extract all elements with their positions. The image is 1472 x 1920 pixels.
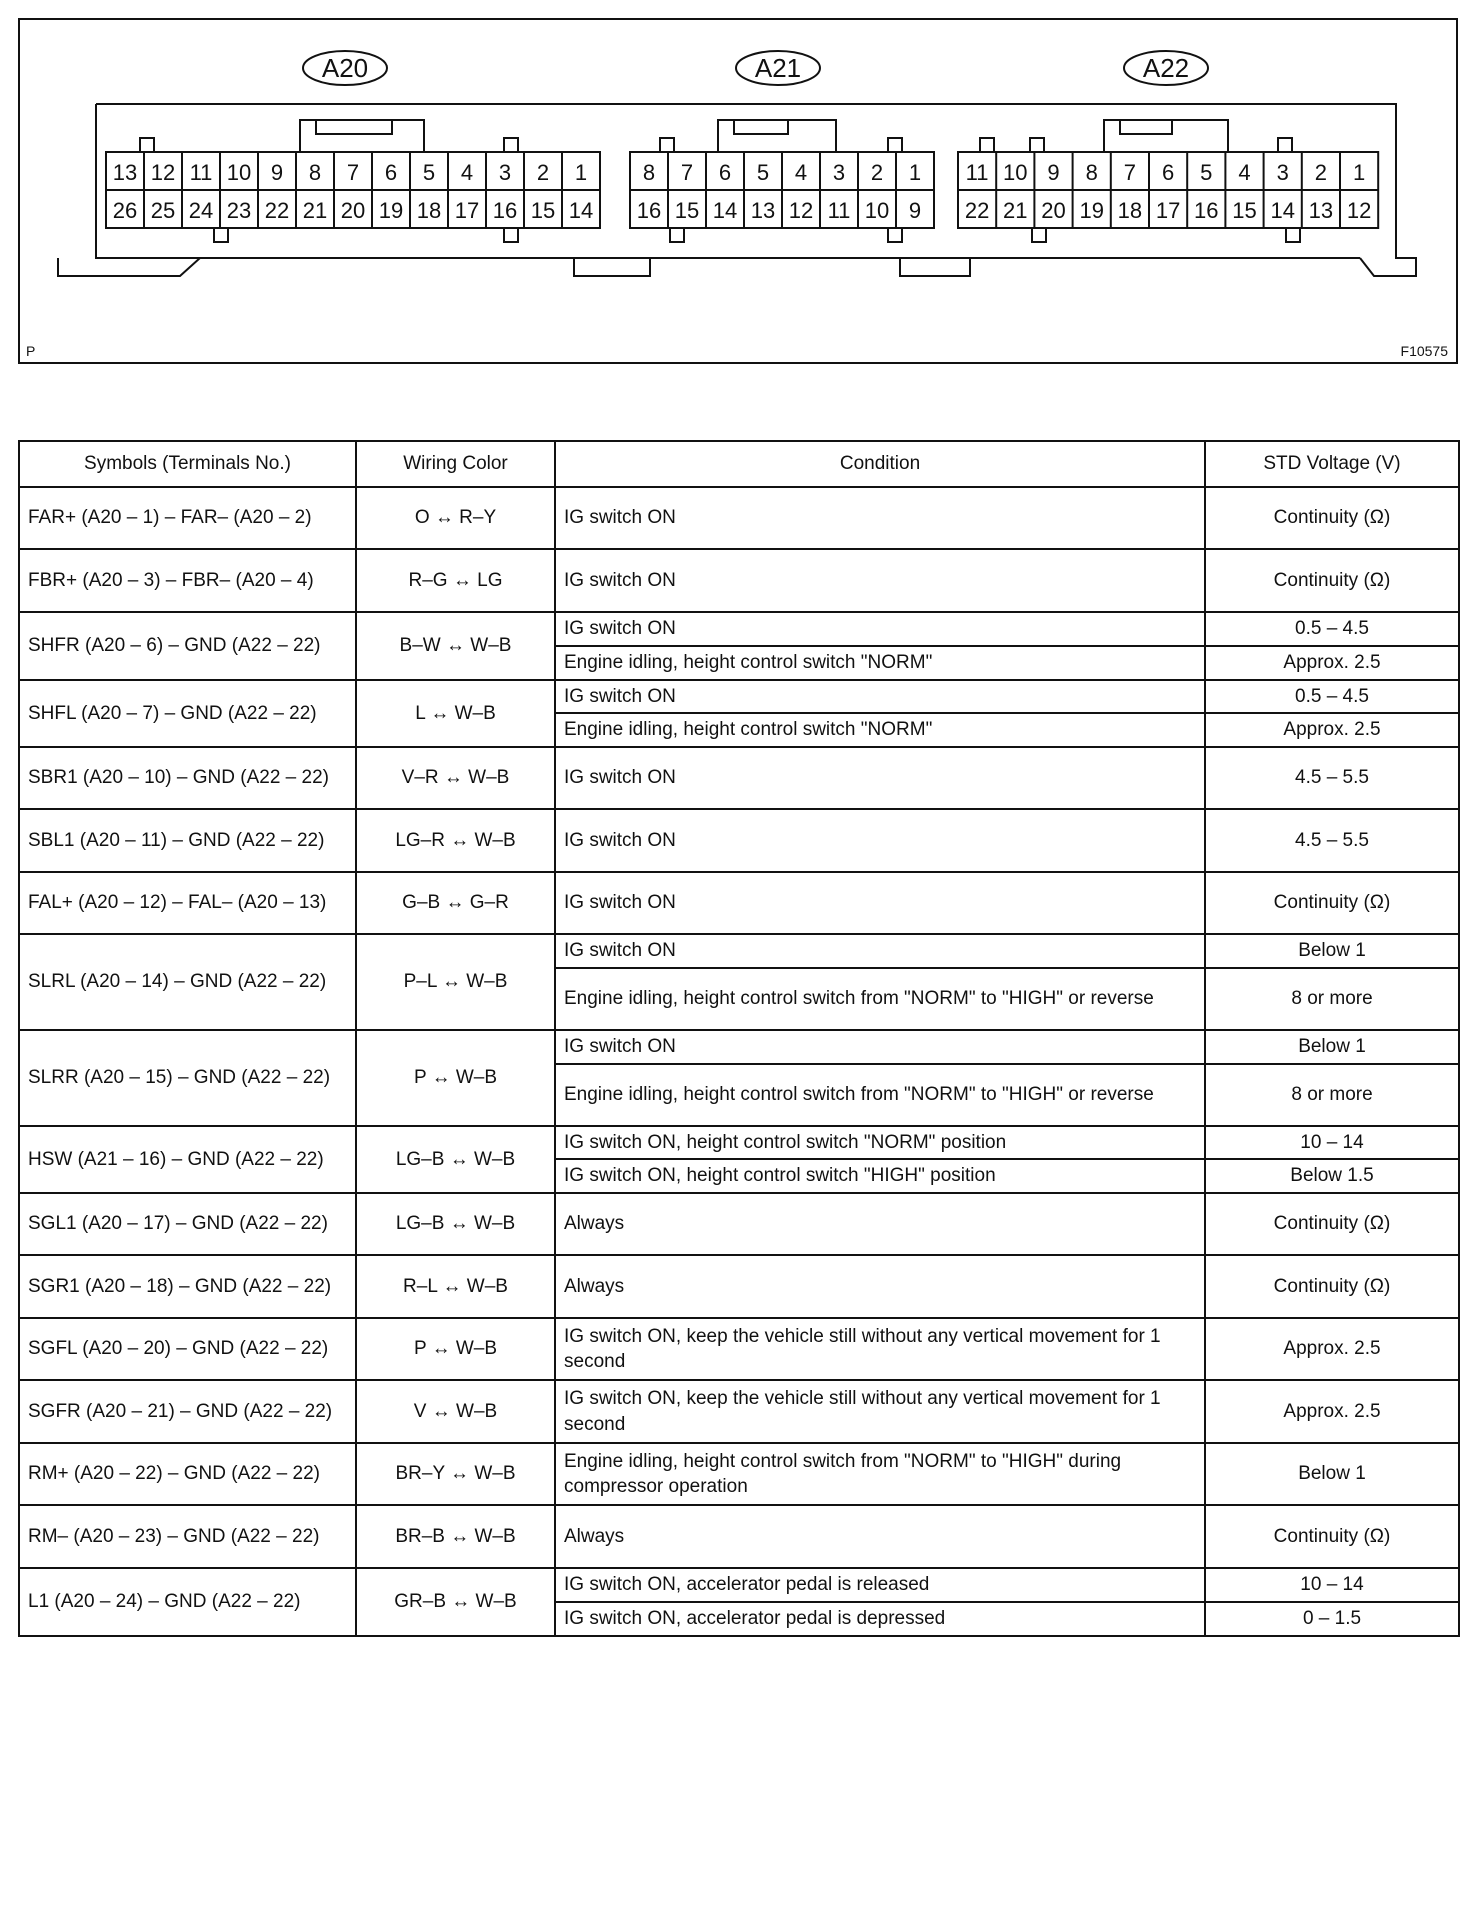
connector-latch [300, 120, 424, 152]
pin-number: 1 [1352, 160, 1366, 185]
pin-number: 19 [378, 198, 404, 223]
connector-key [504, 138, 518, 152]
wiring-color-cell: LG–R ↔ W–B [356, 809, 555, 872]
figure-id: F10575 [1400, 343, 1448, 359]
connector-key [1278, 138, 1292, 152]
pin-number: 3 [832, 160, 846, 185]
pin-number: 4 [1238, 160, 1251, 185]
std-voltage-cell: Approx. 2.5 [1205, 1380, 1459, 1443]
condition-cell: IG switch ON [555, 487, 1205, 549]
pin-number: 6 [384, 160, 398, 185]
symbol-cell: FBR+ (A20 – 3) – FBR– (A20 – 4) [19, 549, 356, 612]
symbol-cell: SHFR (A20 – 6) – GND (A22 – 22) [19, 612, 356, 680]
symbol-cell: SHFL (A20 – 7) – GND (A22 – 22) [19, 680, 356, 748]
connector-key [980, 138, 994, 152]
connector-label: A22 [1142, 53, 1190, 83]
pin-number: 1 [908, 160, 922, 185]
condition-cell: IG switch ON, height control switch "NORM" position [555, 1126, 1205, 1160]
symbol-cell: FAL+ (A20 – 12) – FAL– (A20 – 13) [19, 872, 356, 934]
condition-cell: Engine idling, height control switch from "NORM" to "HIGH" or reverse [555, 1064, 1205, 1126]
std-voltage-cell: 10 – 14 [1205, 1126, 1459, 1160]
connector-key [660, 138, 674, 152]
pin-number: 14 [712, 198, 738, 223]
wiring-color-cell: BR–Y ↔ W–B [356, 1443, 555, 1505]
std-voltage-cell: 4.5 – 5.5 [1205, 809, 1459, 872]
connector-latch [718, 120, 836, 152]
pin-number: 4 [460, 160, 474, 185]
table-row [19, 1126, 1459, 1160]
std-voltage-cell: Continuity (Ω) [1205, 487, 1459, 549]
symbol-cell: SGL1 (A20 – 17) – GND (A22 – 22) [19, 1193, 356, 1255]
connector-key [1030, 138, 1044, 152]
table-row [19, 487, 1459, 549]
pin-number: 4 [794, 160, 808, 185]
pin-number: 5 [756, 160, 770, 185]
lock-tab [574, 258, 650, 276]
connector-key [670, 228, 684, 242]
condition-cell: Always [555, 1505, 1205, 1568]
pin-number: 6 [1161, 160, 1175, 185]
condition-cell: IG switch ON [555, 549, 1205, 612]
condition-cell: IG switch ON [555, 680, 1205, 714]
symbol-cell: RM– (A20 – 23) – GND (A22 – 22) [19, 1505, 356, 1568]
std-voltage-cell: 8 or more [1205, 968, 1459, 1030]
pin-number: 14 [568, 198, 594, 223]
table-row [19, 1380, 1459, 1443]
pin-number: 21 [302, 198, 328, 223]
symbol-cell: RM+ (A20 – 22) – GND (A22 – 22) [19, 1443, 356, 1505]
symbol-cell: SLRL (A20 – 14) – GND (A22 – 22) [19, 934, 356, 1030]
pin-number: 9 [270, 160, 284, 185]
pin-number: 12 [1346, 198, 1372, 223]
condition-cell: IG switch ON, keep the vehicle still without any vertical movement for 1 second [555, 1318, 1205, 1380]
std-voltage-cell: 4.5 – 5.5 [1205, 747, 1459, 809]
wiring-color-cell: P ↔ W–B [356, 1030, 555, 1126]
pin-number: 9 [908, 198, 922, 223]
pin-number: 3 [1276, 160, 1289, 185]
connector-key [140, 138, 154, 152]
pin-number: 7 [680, 160, 694, 185]
condition-cell: Engine idling, height control switch "NORM" [555, 713, 1205, 747]
connector-key [1032, 228, 1046, 242]
pin-number: 8 [642, 160, 656, 185]
symbol-cell: SBL1 (A20 – 11) – GND (A22 – 22) [19, 809, 356, 872]
pin-number: 16 [1194, 198, 1219, 223]
std-voltage-cell: Continuity (Ω) [1205, 1505, 1459, 1568]
symbol-cell: FAR+ (A20 – 1) – FAR– (A20 – 2) [19, 487, 356, 549]
table-row [19, 1255, 1459, 1318]
condition-cell: Engine idling, height control switch "NORM" [555, 646, 1205, 680]
header-condition: Condition [555, 441, 1205, 487]
pin-number: 2 [536, 160, 550, 185]
std-voltage-cell: 8 or more [1205, 1064, 1459, 1126]
table-row [19, 1568, 1459, 1602]
pin-number: 13 [1308, 198, 1334, 223]
wiring-color-cell: GR–B ↔ W–B [356, 1568, 555, 1636]
condition-cell: IG switch ON [555, 934, 1205, 968]
table-row [19, 934, 1459, 968]
corner-label: P [26, 343, 36, 359]
std-voltage-cell: Continuity (Ω) [1205, 1255, 1459, 1318]
std-voltage-cell: Continuity (Ω) [1205, 1193, 1459, 1255]
pin-number: 5 [1200, 160, 1213, 185]
pin-number: 8 [1085, 160, 1098, 185]
std-voltage-cell: Continuity (Ω) [1205, 549, 1459, 612]
wiring-color-cell: LG–B ↔ W–B [356, 1126, 555, 1194]
std-voltage-cell: Approx. 2.5 [1205, 713, 1459, 747]
connector-latch [1104, 120, 1228, 152]
wiring-color-cell: V–R ↔ W–B [356, 747, 555, 809]
pin-number: 10 [1003, 160, 1028, 185]
symbol-cell: HSW (A21 – 16) – GND (A22 – 22) [19, 1126, 356, 1194]
pin-number: 12 [788, 198, 814, 223]
header-std-voltage: STD Voltage (V) [1205, 441, 1459, 487]
wiring-color-cell: LG–B ↔ W–B [356, 1193, 555, 1255]
condition-cell: IG switch ON, accelerator pedal is released [555, 1568, 1205, 1602]
table-body [19, 487, 1459, 1636]
symbol-cell: L1 (A20 – 24) – GND (A22 – 22) [19, 1568, 356, 1636]
table-row [19, 809, 1459, 872]
pin-number: 7 [346, 160, 360, 185]
pin-number: 11 [189, 160, 213, 185]
condition-cell: IG switch ON [555, 872, 1205, 934]
pin-number: 22 [964, 198, 990, 223]
condition-cell: Engine idling, height control switch from "NORM" to "HIGH" or reverse [555, 968, 1205, 1030]
symbol-cell: SLRR (A20 – 15) – GND (A22 – 22) [19, 1030, 356, 1126]
std-voltage-cell: Below 1 [1205, 1443, 1459, 1505]
wiring-color-cell: BR–B ↔ W–B [356, 1505, 555, 1568]
std-voltage-cell: Below 1 [1205, 1030, 1459, 1064]
symbol-cell: SBR1 (A20 – 10) – GND (A22 – 22) [19, 747, 356, 809]
condition-cell: Always [555, 1255, 1205, 1318]
table-header-row [19, 441, 1459, 487]
pin-number: 15 [674, 198, 700, 223]
table-row [19, 1443, 1459, 1505]
table-row [19, 549, 1459, 612]
connector-key [888, 138, 902, 152]
pin-number: 14 [1270, 198, 1295, 223]
pin-number: 11 [965, 160, 989, 185]
condition-cell: IG switch ON, accelerator pedal is depressed [555, 1602, 1205, 1636]
wiring-color-cell: G–B ↔ G–R [356, 872, 555, 934]
std-voltage-cell: 0 – 1.5 [1205, 1602, 1459, 1636]
connector-latch-slot [1120, 120, 1172, 134]
pin-number: 20 [1041, 198, 1066, 223]
pin-number: 15 [1232, 198, 1257, 223]
pin-number: 6 [718, 160, 732, 185]
std-voltage-cell: 0.5 – 4.5 [1205, 680, 1459, 714]
pin-number: 11 [827, 198, 851, 223]
pin-number: 5 [422, 160, 436, 185]
connector-label: A20 [321, 53, 369, 83]
std-voltage-cell: 0.5 – 4.5 [1205, 612, 1459, 646]
table-row [19, 1505, 1459, 1568]
pin-number: 16 [636, 198, 662, 223]
pin-number: 13 [112, 160, 138, 185]
pin-number: 17 [454, 198, 480, 223]
pin-number: 20 [340, 198, 366, 223]
std-voltage-cell: Below 1.5 [1205, 1159, 1459, 1193]
connector-key [1286, 228, 1300, 242]
pin-number: 3 [498, 160, 512, 185]
terminal-spec-table [18, 440, 1460, 1637]
condition-cell: IG switch ON [555, 612, 1205, 646]
pin-number: 15 [530, 198, 556, 223]
wiring-color-cell: B–W ↔ W–B [356, 612, 555, 680]
table-row [19, 612, 1459, 646]
condition-cell: IG switch ON, height control switch "HIGH" position [555, 1159, 1205, 1193]
pin-number: 19 [1079, 198, 1104, 223]
std-voltage-cell: 10 – 14 [1205, 1568, 1459, 1602]
pin-number: 12 [150, 160, 176, 185]
header-wiring-color: Wiring Color [356, 441, 555, 487]
condition-cell: IG switch ON [555, 1030, 1205, 1064]
table-row [19, 747, 1459, 809]
pin-number: 24 [188, 198, 214, 223]
wiring-color-cell: R–G ↔ LG [356, 549, 555, 612]
pin-number: 22 [264, 198, 290, 223]
table-row [19, 1030, 1459, 1064]
wiring-color-cell: P–L ↔ W–B [356, 934, 555, 1030]
pin-number: 21 [1003, 198, 1028, 223]
condition-cell: IG switch ON, keep the vehicle still without any vertical movement for 1 second [555, 1380, 1205, 1443]
condition-cell: IG switch ON [555, 809, 1205, 872]
pin-number: 2 [1314, 160, 1328, 185]
connector-key [214, 228, 228, 242]
symbol-cell: SGFL (A20 – 20) – GND (A22 – 22) [19, 1318, 356, 1380]
wiring-color-cell: P ↔ W–B [356, 1318, 555, 1380]
std-voltage-cell: Approx. 2.5 [1205, 646, 1459, 680]
connector-diagram [18, 18, 1458, 364]
std-voltage-cell: Approx. 2.5 [1205, 1318, 1459, 1380]
pin-number: 18 [1117, 198, 1143, 223]
pin-number: 9 [1047, 160, 1060, 185]
connector-key [504, 228, 518, 242]
pin-number: 8 [308, 160, 322, 185]
pin-number: 26 [112, 198, 138, 223]
condition-cell: Engine idling, height control switch from "NORM" to "HIGH" during compressor operation [555, 1443, 1205, 1505]
condition-cell: IG switch ON [555, 747, 1205, 809]
wiring-color-cell: O ↔ R–Y [356, 487, 555, 549]
wiring-color-cell: L ↔ W–B [356, 680, 555, 748]
table-row [19, 1318, 1459, 1380]
pin-number: 10 [226, 160, 252, 185]
pin-number: 13 [750, 198, 776, 223]
table-row [19, 872, 1459, 934]
connector-latch-slot [734, 120, 788, 134]
pin-number: 2 [870, 160, 884, 185]
condition-cell: Always [555, 1193, 1205, 1255]
pin-number: 18 [416, 198, 442, 223]
pin-number: 25 [150, 198, 176, 223]
wiring-color-cell: V ↔ W–B [356, 1380, 555, 1443]
pin-number: 17 [1155, 198, 1181, 223]
wiring-color-cell: R–L ↔ W–B [356, 1255, 555, 1318]
connector-key [888, 228, 902, 242]
symbol-cell: SGR1 (A20 – 18) – GND (A22 – 22) [19, 1255, 356, 1318]
pin-number: 16 [492, 198, 518, 223]
connector-latch-slot [316, 120, 392, 134]
symbol-cell: SGFR (A20 – 21) – GND (A22 – 22) [19, 1380, 356, 1443]
pin-number: 23 [226, 198, 252, 223]
std-voltage-cell: Below 1 [1205, 934, 1459, 968]
table-row [19, 1193, 1459, 1255]
std-voltage-cell: Continuity (Ω) [1205, 872, 1459, 934]
pin-number: 7 [1123, 160, 1137, 185]
pin-number: 1 [574, 160, 588, 185]
header-symbols: Symbols (Terminals No.) [19, 441, 356, 487]
table-row [19, 680, 1459, 714]
pin-number: 10 [864, 198, 890, 223]
connector-drawing [20, 20, 1456, 362]
lock-tab [900, 258, 970, 276]
connector-label: A21 [754, 53, 802, 83]
